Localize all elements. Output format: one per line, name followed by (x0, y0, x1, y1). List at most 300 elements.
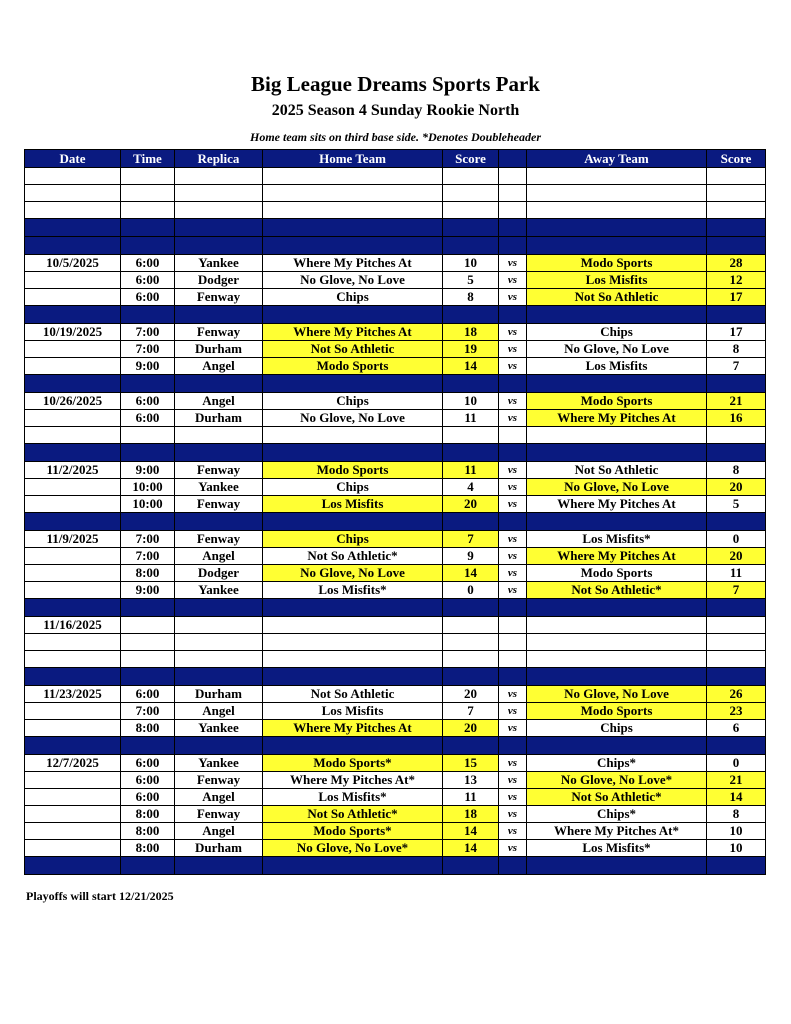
date-cell: 11/2/2025 (25, 462, 121, 479)
empty-row (25, 634, 766, 651)
week-separator-row (25, 237, 766, 255)
game-row (25, 496, 766, 513)
replica-cell: Fenway (175, 496, 263, 513)
replica-cell (175, 857, 263, 875)
time-cell (121, 185, 175, 202)
away-score-cell: 10 (707, 823, 766, 840)
replica-cell (175, 168, 263, 185)
home-score-cell (443, 168, 499, 185)
empty-row (25, 427, 766, 444)
home-team-cell: Chips (263, 479, 443, 496)
replica-cell (175, 202, 263, 219)
home-score-cell (443, 599, 499, 617)
away-team-cell (527, 375, 707, 393)
home-team-cell: Los Misfits (263, 703, 443, 720)
home-team-cell: Los Misfits* (263, 789, 443, 806)
time-cell: 7:00 (121, 703, 175, 720)
replica-cell: Angel (175, 703, 263, 720)
replica-cell: Durham (175, 410, 263, 427)
replica-cell (175, 237, 263, 255)
home-team-cell: Modo Sports (263, 462, 443, 479)
replica-cell (175, 634, 263, 651)
date-cell (25, 703, 121, 720)
game-row (25, 548, 766, 565)
away-score-cell: 6 (707, 720, 766, 737)
away-score-cell (707, 306, 766, 324)
playoffs-note: Playoffs will start 12/21/2025 (26, 889, 174, 903)
home-score-cell (443, 306, 499, 324)
time-cell (121, 737, 175, 755)
date-cell (25, 840, 121, 857)
away-team-cell: Modo Sports (527, 393, 707, 410)
replica-cell: Fenway (175, 324, 263, 341)
col-date: Date (25, 150, 121, 168)
vs-cell: vs (499, 686, 527, 703)
home-team-cell (263, 617, 443, 634)
away-score-cell (707, 513, 766, 531)
away-team-cell (527, 237, 707, 255)
home-score-cell: 20 (443, 720, 499, 737)
away-team-cell (527, 634, 707, 651)
replica-cell (175, 219, 263, 237)
time-cell (121, 857, 175, 875)
time-cell: 8:00 (121, 720, 175, 737)
date-cell: 11/16/2025 (25, 617, 121, 634)
date-cell (25, 823, 121, 840)
away-team-cell (527, 185, 707, 202)
date-cell: 10/19/2025 (25, 324, 121, 341)
game-row (25, 686, 766, 703)
time-cell (121, 427, 175, 444)
game-row (25, 720, 766, 737)
home-team-cell (263, 375, 443, 393)
home-score-cell: 14 (443, 840, 499, 857)
away-team-cell: Los Misfits (527, 272, 707, 289)
home-team-cell: Not So Athletic (263, 341, 443, 358)
away-team-cell (527, 737, 707, 755)
date-cell (25, 237, 121, 255)
vs-cell (499, 306, 527, 324)
away-team-cell (527, 651, 707, 668)
away-score-cell (707, 427, 766, 444)
home-score-cell: 19 (443, 341, 499, 358)
time-cell: 6:00 (121, 789, 175, 806)
replica-cell: Yankee (175, 720, 263, 737)
home-team-cell (263, 513, 443, 531)
away-score-cell (707, 668, 766, 686)
away-team-cell: Where My Pitches At (527, 496, 707, 513)
date-cell (25, 358, 121, 375)
vs-cell: vs (499, 720, 527, 737)
vs-cell (499, 857, 527, 875)
home-score-cell: 11 (443, 410, 499, 427)
home-team-cell: Where My Pitches At (263, 255, 443, 272)
time-cell: 6:00 (121, 772, 175, 789)
empty-row (25, 185, 766, 202)
away-team-cell: Modo Sports (527, 565, 707, 582)
schedule-body (25, 168, 766, 875)
game-row (25, 772, 766, 789)
home-score-cell (443, 444, 499, 462)
col-replica: Replica (175, 150, 263, 168)
time-cell (121, 513, 175, 531)
home-team-cell (263, 651, 443, 668)
date-cell (25, 375, 121, 393)
week-separator-row (25, 668, 766, 686)
home-score-cell (443, 219, 499, 237)
away-team-cell: Chips* (527, 755, 707, 772)
away-score-cell: 20 (707, 479, 766, 496)
home-team-cell (263, 219, 443, 237)
game-row (25, 272, 766, 289)
replica-cell: Dodger (175, 272, 263, 289)
page-title: Big League Dreams Sports Park (251, 72, 540, 96)
home-score-cell: 20 (443, 686, 499, 703)
away-score-cell: 8 (707, 462, 766, 479)
date-cell: 11/23/2025 (25, 686, 121, 703)
home-team-cell (263, 185, 443, 202)
time-cell (121, 599, 175, 617)
time-cell: 6:00 (121, 686, 175, 703)
away-score-cell: 26 (707, 686, 766, 703)
time-cell (121, 168, 175, 185)
away-team-cell: Los Misfits* (527, 840, 707, 857)
vs-cell (499, 219, 527, 237)
date-cell (25, 168, 121, 185)
replica-cell: Fenway (175, 772, 263, 789)
time-cell: 9:00 (121, 462, 175, 479)
home-team-cell: Not So Athletic (263, 686, 443, 703)
away-score-cell (707, 444, 766, 462)
away-score-cell (707, 185, 766, 202)
time-cell (121, 237, 175, 255)
time-cell: 7:00 (121, 341, 175, 358)
col-vs (499, 150, 527, 168)
vs-cell (499, 375, 527, 393)
home-score-cell: 18 (443, 806, 499, 823)
vs-cell (499, 599, 527, 617)
time-cell: 6:00 (121, 255, 175, 272)
replica-cell (175, 185, 263, 202)
replica-cell: Dodger (175, 565, 263, 582)
away-team-cell: Not So Athletic* (527, 582, 707, 599)
replica-cell: Angel (175, 823, 263, 840)
col-home-score: Score (443, 150, 499, 168)
home-team-cell: Modo Sports* (263, 755, 443, 772)
date-cell (25, 444, 121, 462)
time-cell (121, 634, 175, 651)
game-row (25, 703, 766, 720)
away-score-cell: 7 (707, 358, 766, 375)
home-team-cell: Where My Pitches At (263, 720, 443, 737)
time-cell: 8:00 (121, 565, 175, 582)
time-cell (121, 444, 175, 462)
away-team-cell: No Glove, No Love (527, 686, 707, 703)
replica-cell (175, 737, 263, 755)
away-team-cell (527, 599, 707, 617)
vs-cell: vs (499, 289, 527, 306)
vs-cell (499, 444, 527, 462)
date-cell (25, 548, 121, 565)
empty-row (25, 651, 766, 668)
schedule-table (24, 149, 766, 875)
vs-cell: vs (499, 755, 527, 772)
time-cell: 8:00 (121, 840, 175, 857)
date-cell: 11/9/2025 (25, 531, 121, 548)
away-score-cell (707, 634, 766, 651)
game-row (25, 341, 766, 358)
away-score-cell: 17 (707, 289, 766, 306)
game-row (25, 806, 766, 823)
game-row (25, 358, 766, 375)
vs-cell (499, 427, 527, 444)
away-score-cell: 21 (707, 393, 766, 410)
away-team-cell (527, 444, 707, 462)
away-team-cell: Chips (527, 720, 707, 737)
date-cell (25, 479, 121, 496)
week-separator-row (25, 444, 766, 462)
away-team-cell (527, 168, 707, 185)
replica-cell (175, 617, 263, 634)
replica-cell: Angel (175, 393, 263, 410)
home-score-cell (443, 737, 499, 755)
away-score-cell (707, 202, 766, 219)
home-score-cell: 18 (443, 324, 499, 341)
time-cell: 6:00 (121, 410, 175, 427)
home-team-cell: No Glove, No Love (263, 565, 443, 582)
vs-cell: vs (499, 324, 527, 341)
home-score-cell: 13 (443, 772, 499, 789)
away-team-cell: Where My Pitches At* (527, 823, 707, 840)
vs-cell: vs (499, 255, 527, 272)
away-team-cell: Not So Athletic (527, 462, 707, 479)
game-row (25, 755, 766, 772)
home-team-cell: Not So Athletic* (263, 548, 443, 565)
replica-cell: Fenway (175, 289, 263, 306)
time-cell: 8:00 (121, 806, 175, 823)
week-separator-row (25, 737, 766, 755)
time-cell: 7:00 (121, 324, 175, 341)
home-score-cell (443, 857, 499, 875)
home-team-cell (263, 202, 443, 219)
replica-cell (175, 599, 263, 617)
replica-cell: Yankee (175, 255, 263, 272)
away-score-cell: 8 (707, 341, 766, 358)
away-team-cell: Not So Athletic (527, 289, 707, 306)
away-score-cell: 0 (707, 755, 766, 772)
date-cell (25, 582, 121, 599)
replica-cell (175, 513, 263, 531)
date-cell (25, 306, 121, 324)
home-score-cell: 8 (443, 289, 499, 306)
home-team-cell (263, 857, 443, 875)
game-row (25, 840, 766, 857)
date-cell (25, 185, 121, 202)
date-cell (25, 202, 121, 219)
home-score-cell: 0 (443, 582, 499, 599)
replica-cell: Angel (175, 548, 263, 565)
vs-cell: vs (499, 531, 527, 548)
away-score-cell (707, 599, 766, 617)
home-score-cell: 9 (443, 548, 499, 565)
away-team-cell: Modo Sports (527, 255, 707, 272)
home-score-cell: 10 (443, 393, 499, 410)
vs-cell: vs (499, 789, 527, 806)
away-score-cell (707, 219, 766, 237)
away-team-cell (527, 857, 707, 875)
vs-cell (499, 237, 527, 255)
vs-cell (499, 185, 527, 202)
vs-cell: vs (499, 703, 527, 720)
vs-cell: vs (499, 272, 527, 289)
date-cell (25, 668, 121, 686)
home-score-cell (443, 634, 499, 651)
game-row (25, 479, 766, 496)
header-row (25, 150, 766, 168)
replica-cell: Fenway (175, 531, 263, 548)
away-team-cell: No Glove, No Love* (527, 772, 707, 789)
game-row (25, 582, 766, 599)
home-score-cell (443, 427, 499, 444)
date-cell (25, 857, 121, 875)
home-team-cell: Where My Pitches At* (263, 772, 443, 789)
date-cell: 10/5/2025 (25, 255, 121, 272)
home-team-cell: Modo Sports* (263, 823, 443, 840)
home-team-cell (263, 634, 443, 651)
game-row (25, 410, 766, 427)
away-score-cell: 7 (707, 582, 766, 599)
vs-cell: vs (499, 341, 527, 358)
time-cell: 6:00 (121, 272, 175, 289)
away-score-cell (707, 237, 766, 255)
away-team-cell: Chips* (527, 806, 707, 823)
time-cell: 6:00 (121, 393, 175, 410)
vs-cell: vs (499, 772, 527, 789)
away-team-cell (527, 513, 707, 531)
date-cell (25, 341, 121, 358)
time-cell: 7:00 (121, 548, 175, 565)
home-score-cell (443, 617, 499, 634)
home-team-cell (263, 168, 443, 185)
home-score-cell (443, 668, 499, 686)
home-team-cell: Los Misfits (263, 496, 443, 513)
replica-cell (175, 427, 263, 444)
home-score-cell: 11 (443, 789, 499, 806)
home-team-cell: Modo Sports (263, 358, 443, 375)
home-score-cell: 11 (443, 462, 499, 479)
game-row (25, 617, 766, 634)
replica-cell: Durham (175, 686, 263, 703)
date-cell: 12/7/2025 (25, 755, 121, 772)
home-team-cell: Chips (263, 393, 443, 410)
game-row (25, 255, 766, 272)
home-score-cell (443, 202, 499, 219)
home-score-cell: 14 (443, 358, 499, 375)
game-row (25, 531, 766, 548)
time-cell: 9:00 (121, 358, 175, 375)
home-team-cell: No Glove, No Love (263, 272, 443, 289)
time-cell: 10:00 (121, 479, 175, 496)
home-team-cell: No Glove, No Love (263, 410, 443, 427)
home-score-cell: 20 (443, 496, 499, 513)
home-team-cell (263, 737, 443, 755)
time-cell: 9:00 (121, 582, 175, 599)
away-score-cell: 17 (707, 324, 766, 341)
home-team-cell: No Glove, No Love* (263, 840, 443, 857)
away-score-cell: 28 (707, 255, 766, 272)
away-score-cell: 5 (707, 496, 766, 513)
date-cell (25, 410, 121, 427)
page-subtitle: 2025 Season 4 Sunday Rookie North (271, 102, 520, 119)
vs-cell (499, 668, 527, 686)
replica-cell (175, 306, 263, 324)
vs-cell (499, 202, 527, 219)
date-cell (25, 289, 121, 306)
replica-cell: Yankee (175, 582, 263, 599)
time-cell: 7:00 (121, 531, 175, 548)
away-team-cell (527, 202, 707, 219)
home-team-cell: Los Misfits* (263, 582, 443, 599)
replica-cell: Fenway (175, 806, 263, 823)
away-score-cell: 10 (707, 840, 766, 857)
game-row (25, 324, 766, 341)
time-cell: 10:00 (121, 496, 175, 513)
away-score-cell (707, 375, 766, 393)
week-separator-row (25, 375, 766, 393)
away-team-cell: Los Misfits* (527, 531, 707, 548)
replica-cell (175, 651, 263, 668)
home-score-cell (443, 375, 499, 393)
away-score-cell (707, 168, 766, 185)
away-score-cell (707, 857, 766, 875)
vs-cell: vs (499, 565, 527, 582)
vs-cell (499, 737, 527, 755)
date-cell (25, 565, 121, 582)
home-team-cell: Where My Pitches At (263, 324, 443, 341)
home-team-cell: Not So Athletic* (263, 806, 443, 823)
away-score-cell: 11 (707, 565, 766, 582)
date-cell (25, 737, 121, 755)
game-row (25, 393, 766, 410)
date-cell (25, 720, 121, 737)
away-team-cell: No Glove, No Love (527, 341, 707, 358)
time-cell: 6:00 (121, 289, 175, 306)
replica-cell: Yankee (175, 479, 263, 496)
vs-cell: vs (499, 823, 527, 840)
away-team-cell (527, 306, 707, 324)
away-score-cell: 20 (707, 548, 766, 565)
date-cell (25, 806, 121, 823)
away-team-cell (527, 219, 707, 237)
game-row (25, 823, 766, 840)
away-team-cell: Where My Pitches At (527, 548, 707, 565)
away-score-cell: 16 (707, 410, 766, 427)
vs-cell: vs (499, 479, 527, 496)
date-cell (25, 427, 121, 444)
away-score-cell: 23 (707, 703, 766, 720)
home-team-cell (263, 306, 443, 324)
away-team-cell: No Glove, No Love (527, 479, 707, 496)
home-team-cell (263, 444, 443, 462)
date-cell (25, 599, 121, 617)
home-team-cell (263, 237, 443, 255)
replica-cell (175, 375, 263, 393)
replica-cell: Yankee (175, 755, 263, 772)
home-score-cell: 10 (443, 255, 499, 272)
replica-cell: Durham (175, 840, 263, 857)
date-cell (25, 772, 121, 789)
away-team-cell: Modo Sports (527, 703, 707, 720)
